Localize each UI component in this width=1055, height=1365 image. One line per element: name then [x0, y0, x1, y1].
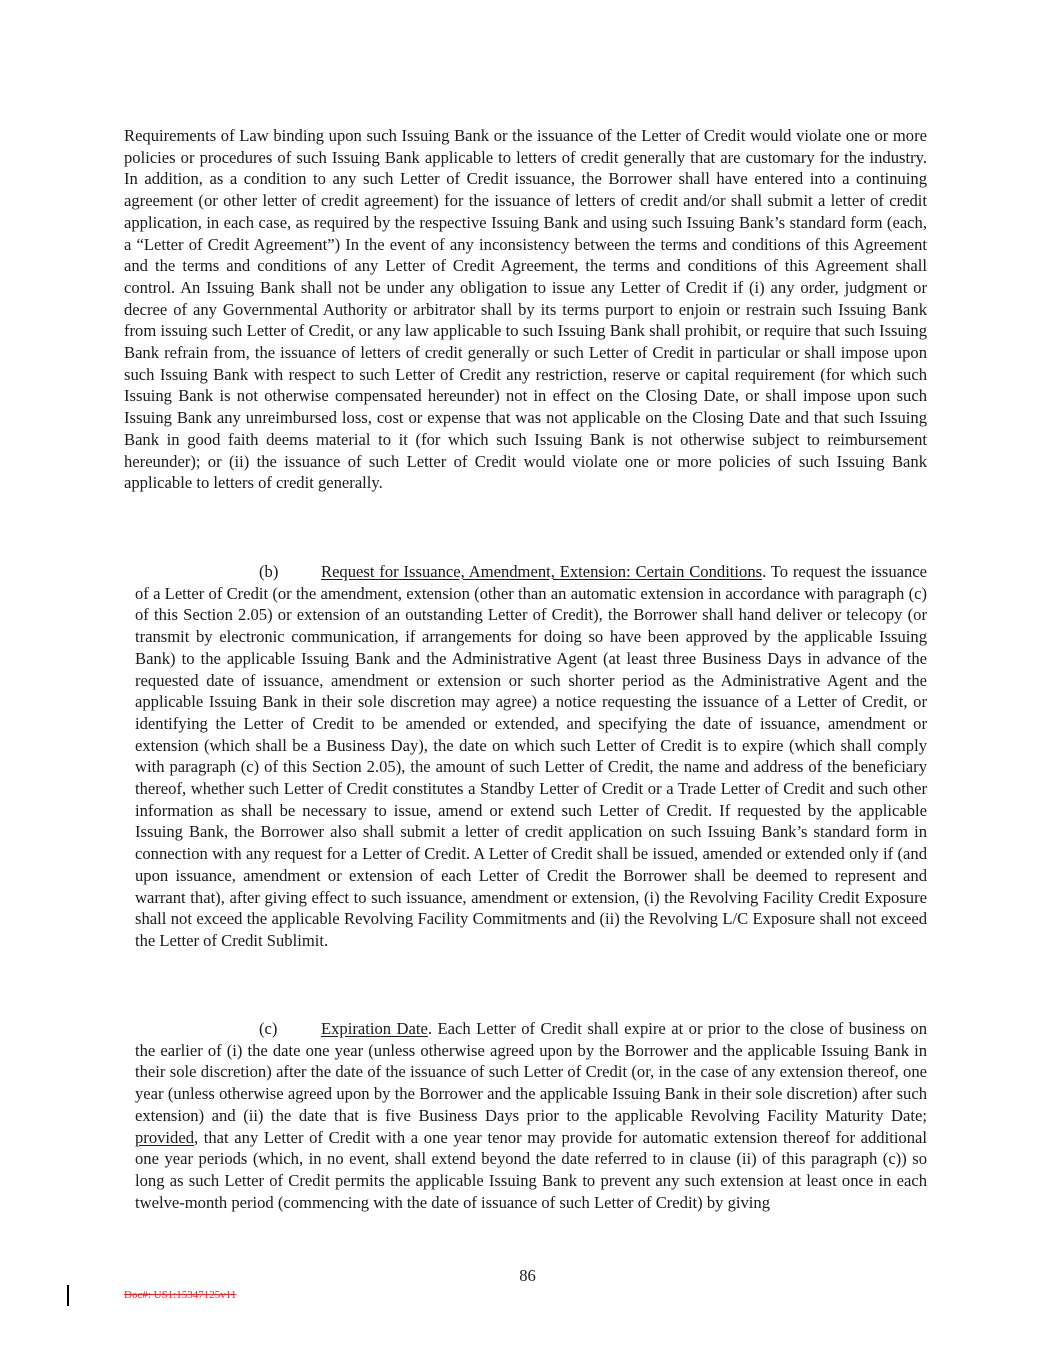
revision-change-bar	[67, 1285, 69, 1306]
paragraph-c-body-part-1: . Each Letter of Credit shall expire at or prior to the close of business on the earlier of (i) the date one year (unless otherwise agreed upon by the Borrower and the applicable Issuing Bank in their sole discretion) after the date of the issuance of such Letter of Credit (or, in the case of any extension thereof, one year (unless otherwise agreed upon by the Borrower and the applicable Issuing Bank in their sole discretion) after such extension) and (ii) the date that is five Business Days prior to the applicable Revolving Facility Maturity Date;	[135, 1019, 928, 1125]
paragraph-b-heading: Request for Issuance, Amendment, Extension: Certain Conditions	[321, 562, 763, 581]
paragraph-c	[135, 1018, 927, 1213]
document-id-footer: Doc#: US1:15347125v11	[124, 1289, 237, 1301]
paragraph-b-label: (b)	[259, 562, 279, 581]
paragraph-c-body-part-2: , that any Letter of Credit with a one year tenor may provide for automatic extension thereof for additional one year periods (which, in no event, shall extend beyond the date referred to in clause (ii) of this paragraph (c)) so long as such Letter of Credit permits the applicable Issuing Bank to prevent any such extension at least once in each twelve-month period (commencing with the date of issuance of such Letter of Credit) by giving	[135, 1127, 927, 1212]
paragraph-c-heading: Expiration Date	[321, 1019, 428, 1038]
paragraph-c-label: (c)	[259, 1019, 278, 1038]
paragraph-b-body: . To request the issuance of a Letter of Credit (or the amendment, extension (other than an automatic extension in accordance with paragraph (c) of this Section 2.05) or extension of an outstanding Letter of Credit), the Borrower shall hand deliver or telecopy (or transmit by electronic communication, if arrangements for doing so have been approved by the applicable Issuing Bank) to the applicable Issuing Bank and the Administrative Agent (at least three Business Days in advance of the requested date of issuance, amendment or extension or such shorter period as the Administrative Agent and the applicable Issuing Bank in their sole discretion may agree) a notice requesting the issuance of a Letter of Credit, or identifying the Letter of Credit to be amended or extended, and specifying the date of issuance, amendment or extension (which shall be a Business Day), the date on which such Letter of Credit is to expire (which shall comply with paragraph (c) of this Section 2.05), the amount of such Letter of Credit, the name and address of the beneficiary thereof, whether such Letter of Credit constitutes a Standby Letter of Credit or a Trade Letter of Credit and such other information as shall be necessary to issue, amend or extend such Letter of Credit. If requested by the applicable Issuing Bank, the Borrower also shall submit a letter of credit application on such Issuing Bank’s standard form in connection with any request for a Letter of Credit. A Letter of Credit shall be issued, amended or extended only if (and upon issuance, amendment or extension of each Letter of Credit the Borrower shall be deemed to represent and warrant that), after giving effect to such issuance, amendment or extension, (i) the Revolving Facility Credit Exposure shall not exceed the applicable Revolving Facility Commitments and (ii) the Revolving L/C Exposure shall not exceed the Letter of Credit Sublimit.	[135, 562, 928, 950]
page-number: 86	[519, 1266, 536, 1285]
paragraph-continuation: Requirements of Law binding upon such Issuing Bank or the issuance of the Letter of Credit would violate one or more policies or procedures of such Issuing Bank applicable to letters of credit generally that are customary for the industry. In addition, as a condition to any such Letter of Credit issuance, the Borrower shall have entered into a continuing agreement (or other letter of credit agreement) for the issuance of letters of credit and/or shall submit a letter of credit application, in each case, as required by the respective Issuing Bank and using such Issuing Bank’s standard form (each, a “Letter of Credit Agreement”) In the event of any inconsistency between the terms and conditions of this Agreement and the terms and conditions of any Letter of Credit Agreement, the terms and conditions of this Agreement shall control. An Issuing Bank shall not be under any obligation to issue any Letter of Credit if (i) any order, judgment or decree of any Governmental Authority or arbitrator shall by its terms purport to enjoin or restrain such Issuing Bank from issuing such Letter of Credit, or any law applicable to such Issuing Bank shall prohibit, or require that such Issuing Bank refrain from, the issuance of letters of credit generally or such Letter of Credit in particular or shall impose upon such Issuing Bank with respect to such Letter of Credit any restriction, reserve or capital requirement (for which such Issuing Bank is not otherwise compensated hereunder) not in effect on the Closing Date, or shall impose upon such Issuing Bank any unreimbursed loss, cost or expense that was not applicable on the Closing Date and that such Issuing Bank in good faith deems material to it (for which such Issuing Bank is not otherwise subject to reimbursement hereunder); or (ii) the issuance of such Letter of Credit would violate one or more policies of such Issuing Bank applicable to letters of credit generally.	[124, 126, 927, 493]
provided-term: provided	[135, 1127, 194, 1147]
paragraph-b	[135, 561, 927, 952]
